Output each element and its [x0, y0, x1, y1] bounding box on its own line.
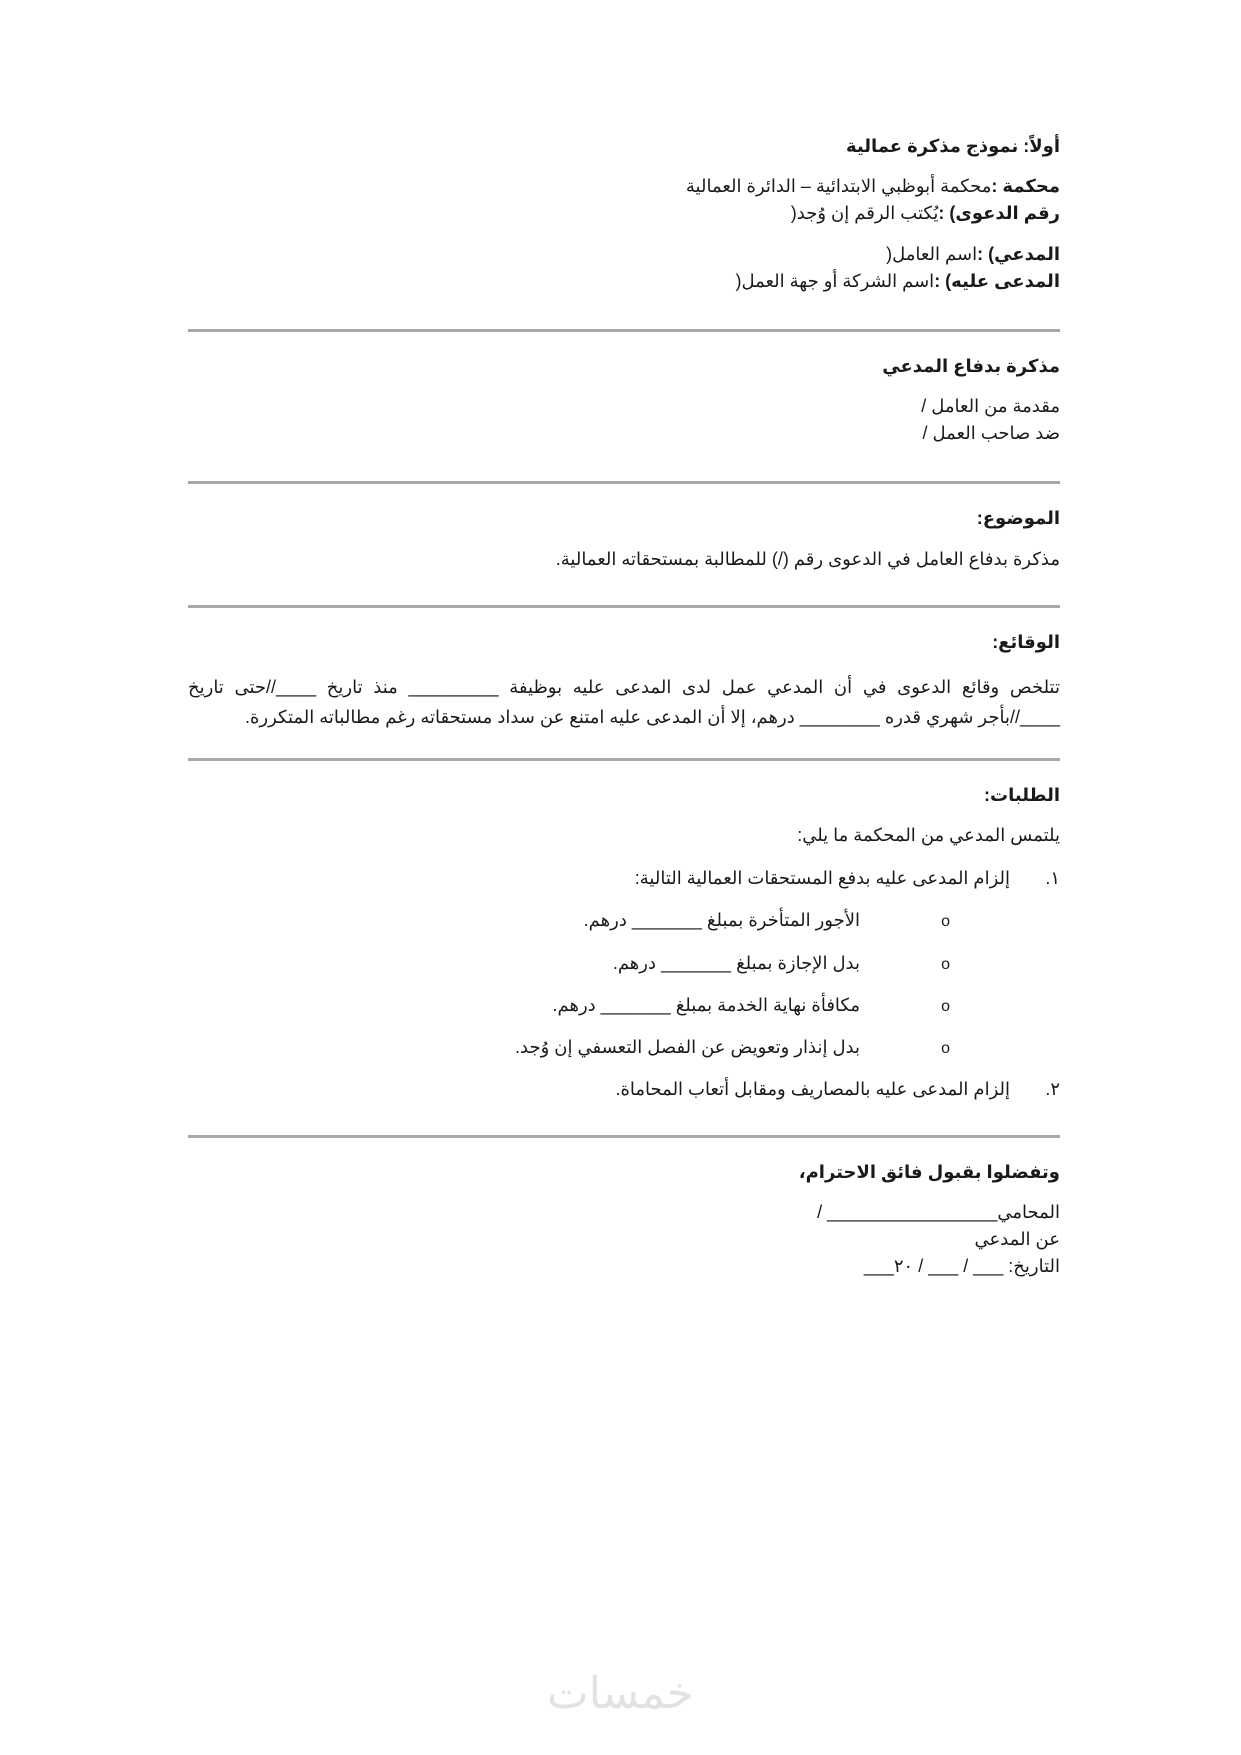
- case-number-label: رقم الدعوى) :: [938, 203, 1060, 223]
- section-divider: [188, 1135, 1060, 1138]
- subitem-text: الأجور المتأخرة بمبلغ _______ درهم.: [583, 910, 860, 930]
- court-label: محكمة :: [991, 176, 1060, 196]
- court-line: [188, 172, 1060, 201]
- plaintiff-line: [188, 240, 1060, 269]
- memo-against-line: ضد صاحب العمل /: [922, 423, 1060, 443]
- request-subitem: [613, 949, 950, 979]
- request-text: إلزام المدعى عليه بالمصاريف ومقابل أتعاب المحاماة.: [615, 1079, 1010, 1099]
- memo-from-line: مقدمة من العامل /: [921, 396, 1060, 416]
- requests-intro: يلتمس المدعي من المحكمة ما يلي:: [797, 825, 1060, 845]
- defendant-value: اسم الشركة أو جهة العمل(: [735, 271, 935, 291]
- request-subitem: [552, 991, 950, 1021]
- plaintiff-value: اسم العامل(: [886, 244, 978, 264]
- bullet-icon: o: [941, 913, 950, 930]
- date-line: التاريخ: ___ / ___ / ٢٠___: [863, 1256, 1060, 1276]
- request-subitem: [515, 1033, 950, 1063]
- watermark-logo: خمسات: [547, 1669, 694, 1718]
- subitem-text: مكافأة نهاية الخدمة بمبلغ _______ درهم.: [552, 995, 860, 1015]
- subject-heading: الموضوع:: [976, 508, 1060, 528]
- request-text: إلزام المدعى عليه بدفع المستحقات العمالية التالية:: [634, 868, 1010, 888]
- closing-greeting: وتفضلوا بقبول فائق الاحترام،: [798, 1162, 1060, 1182]
- section-divider: [188, 329, 1060, 332]
- requests-heading: الطلبات:: [984, 785, 1060, 805]
- facts-heading: الوقائع:: [992, 632, 1060, 652]
- case-number-value: يُكتب الرقم إن وُجد(: [790, 203, 939, 223]
- section-divider: [188, 758, 1060, 761]
- section-divider: [188, 605, 1060, 608]
- subject-text: مذكرة بدفاع العامل في الدعوى رقم (/) للمطالبة بمستحقاته العمالية.: [555, 549, 1060, 569]
- document-page: [188, 0, 1060, 1755]
- plaintiff-label: المدعي) :: [977, 244, 1060, 264]
- section-divider: [188, 481, 1060, 484]
- request-item: [616, 1075, 1061, 1104]
- document-title: أولاً: نموذج مذكرة عمالية: [845, 136, 1060, 156]
- court-value: محكمة أبوظبي الابتدائية – الدائرة العمالية: [685, 176, 992, 196]
- request-number: ١.: [1045, 868, 1060, 888]
- facts-line-2: ____//بأجر شهري قدره ________ درهم، إلا أن المدعى عليه امتنع عن سداد مستحقاته رغم مطالباته المتكررة.: [244, 707, 1060, 727]
- on-behalf-line: عن المدعي: [974, 1229, 1060, 1249]
- request-subitem: [584, 906, 950, 936]
- lawyer-signature-line: المحامي_________________ /: [817, 1202, 1060, 1222]
- bullet-icon: o: [941, 956, 950, 973]
- request-item: [635, 864, 1060, 893]
- facts-line-1: تتلخص وقائع الدعوى في أن المدعي عمل لدى المدعى عليه بوظيفة _________ منذ تاريخ ____//حتى تاريخ: [188, 677, 1060, 697]
- defendant-label: المدعى عليه) :: [934, 271, 1060, 291]
- subitem-text: بدل الإجازة بمبلغ _______ درهم.: [612, 953, 860, 973]
- defendant-line: [188, 267, 1060, 296]
- subitem-text: بدل إنذار وتعويض عن الفصل التعسفي إن وُجد.: [515, 1037, 860, 1057]
- request-number: ٢.: [1045, 1079, 1060, 1099]
- case-number-line: [188, 199, 1060, 228]
- memo-heading: مذكرة بدفاع المدعي: [882, 356, 1060, 376]
- bullet-icon: o: [941, 998, 950, 1015]
- facts-paragraph: [188, 672, 1060, 732]
- bullet-icon: o: [941, 1040, 950, 1057]
